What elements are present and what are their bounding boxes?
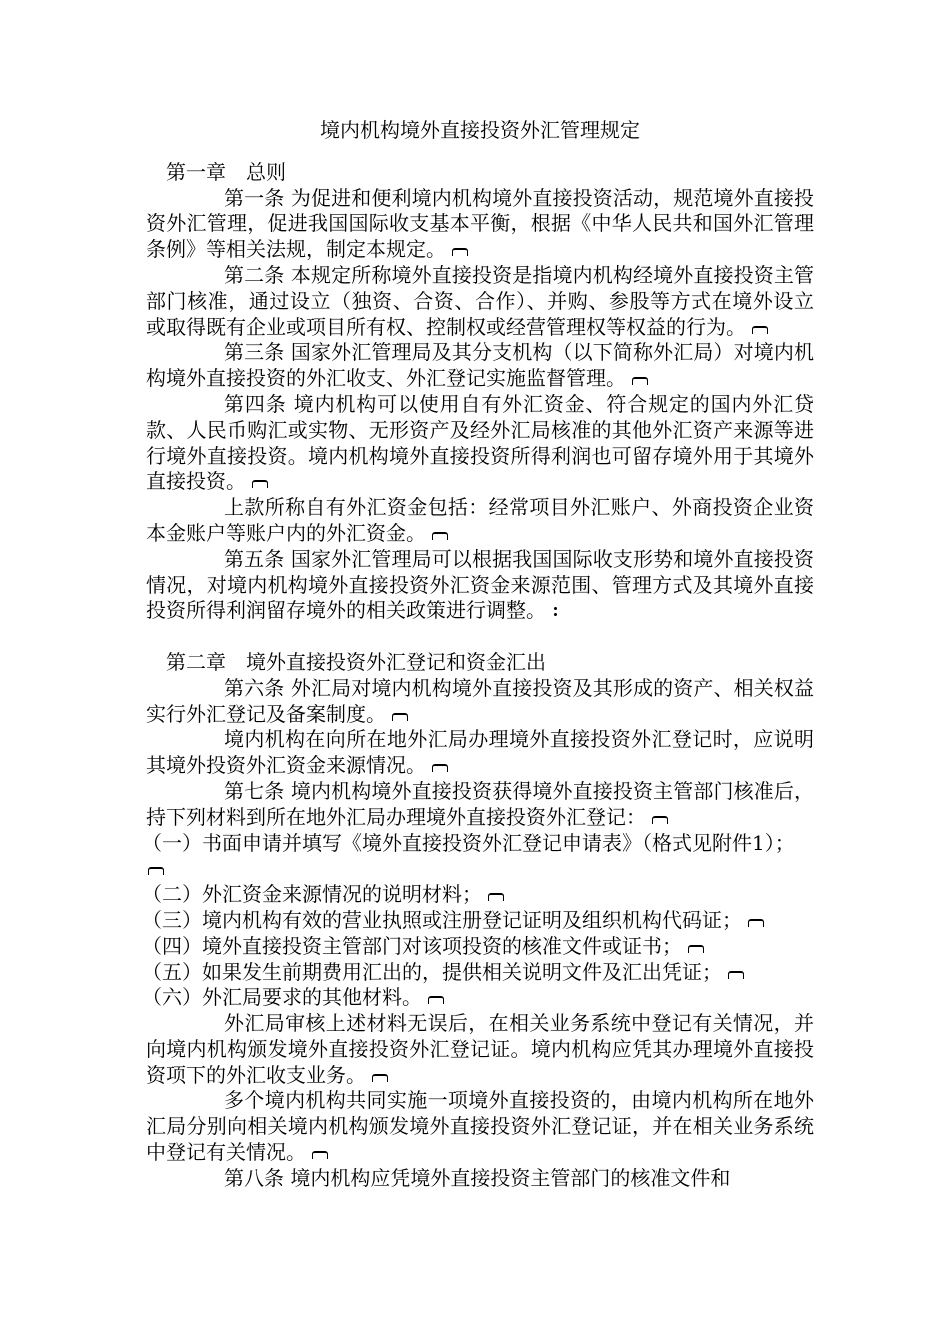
paragraph-mark-icon	[632, 377, 648, 385]
paragraph	[146, 547, 814, 624]
paragraph-text: 第六条 外汇局对境内机构境外直接投资及其形成的资产、相关权益实行外汇登记及备案制度。	[146, 675, 814, 726]
paragraph-text: 第五条 国家外汇管理局可以根据我国国际收支形势和境外直接投资情况，对境内机构境外直接投资外汇资金来源范围、管理方式及其境外直接投资所得利润留存境外的相关政策进行调整。	[146, 546, 814, 623]
list-item	[142, 882, 814, 908]
paragraph	[146, 676, 814, 728]
paragraph-mark-icon	[312, 1151, 328, 1159]
list-item-text: （六）外汇局要求的其他材料。	[142, 985, 422, 1010]
list-item	[142, 985, 814, 1011]
paragraph-text: 第七条 境内机构境外直接投资获得境外直接投资主管部门核准后，持下列材料到所在地外汇局办理境外直接投资外汇登记：	[146, 778, 814, 829]
paragraph-mark-icon	[432, 764, 448, 772]
list-item	[142, 934, 814, 960]
paragraph	[146, 340, 814, 392]
list-item-text: （四）境外直接投资主管部门对该项投资的核准文件或证书；	[142, 933, 682, 958]
paragraph-text: 第二条 本规定所称境外直接投资是指境内机构经境外直接投资主管部门核准，通过设立（独资、合资、合作）、并购、参股等方式在境外设立或取得既有企业或项目所有权、控制权或经营管理权等权益的行为。	[146, 262, 814, 339]
paragraph-text: 上款所称自有外汇资金包括：经常项目外汇账户、外商投资企业资本金账户等账户内的外汇资金。	[146, 495, 814, 545]
paragraph-text: 第一条 为促进和便利境内机构境外直接投资活动，规范境外直接投资外汇管理，促进我国国际收支基本平衡，根据《中华人民共和国外汇管理条例》等相关法规，制定本规定。	[146, 185, 814, 262]
paragraph	[146, 263, 814, 340]
list-item-text: （二）外汇资金来源情况的说明材料；	[142, 882, 482, 907]
paragraph	[146, 727, 814, 779]
list-item	[142, 908, 814, 934]
paragraph-mark-icon	[428, 996, 444, 1004]
paragraph-mark-icon	[252, 480, 268, 488]
list-item-text: （五）如果发生前期费用汇出的，提供相关说明文件及汇出凭证；	[142, 959, 722, 984]
paragraph-mark-icon	[652, 816, 668, 824]
list-item-text: （三）境内机构有效的营业执照或注册登记证明及组织机构代码证；	[142, 907, 742, 932]
document-body	[142, 118, 814, 1192]
paragraph	[146, 1088, 814, 1165]
paragraph-mark-icon	[728, 971, 744, 979]
paragraph-mark-icon	[488, 893, 504, 901]
paragraph-text: 境内机构在向所在地外汇局办理境外直接投资外汇登记时，应说明其境外投资外汇资金来源情况。	[146, 727, 814, 778]
paragraph	[146, 392, 814, 495]
paragraph-mark-icon	[688, 945, 704, 953]
list-item	[142, 831, 814, 883]
paragraph-mark-icon	[148, 867, 164, 875]
paragraph-mark-icon	[752, 326, 768, 334]
paragraph	[146, 1011, 814, 1088]
paragraph	[146, 779, 814, 831]
line-break-icon	[554, 604, 558, 619]
paragraph	[146, 186, 814, 263]
paragraph-mark-icon	[452, 248, 468, 256]
paragraph-text: 外汇局审核上述材料无误后，在相关业务系统中登记有关情况，并向境内机构颁发境外直接投资外汇登记证。境内机构应凭其办理境外直接投资项下的外汇收支业务。	[146, 1011, 814, 1087]
paragraph	[146, 1166, 814, 1192]
blank-line	[146, 624, 814, 650]
paragraph-text: 多个境内机构共同实施一项境外直接投资的，由境内机构所在地外汇局分别向相关境内机构颁发境外直接投资外汇登记证，并在相关业务系统中登记有关情况。	[146, 1088, 814, 1165]
paragraph-mark-icon	[432, 532, 448, 540]
paragraph-mark-icon	[748, 919, 764, 927]
paragraph	[146, 495, 814, 547]
paragraph-mark-icon	[372, 1074, 388, 1082]
paragraph-text: 第三条 国家外汇管理局及其分支机构（以下简称外汇局）对境内机构境外直接投资的外汇收支、外汇登记实施监督管理。	[146, 340, 814, 391]
list-item-text: （一）书面申请并填写《境外直接投资外汇登记申请表》（格式见附件1）；	[142, 830, 795, 855]
chapter-heading: 第一章 总则	[166, 159, 286, 184]
list-item	[142, 960, 814, 986]
chapter-heading: 第二章 境外直接投资外汇登记和资金汇出	[166, 649, 546, 674]
paragraph-text: 第四条 境内机构可以使用自有外汇资金、符合规定的国内外汇贷款、人民币购汇或实物、无形资产及经外汇局核准的其他外汇资产来源等进行境外直接投资。境内机构境外直接投资所得利润也可留存境外用于其境外直接投资。	[146, 391, 814, 494]
paragraph-mark-icon	[392, 713, 408, 721]
paragraph-text: 第八条 境内机构应凭境外直接投资主管部门的核准文件和	[224, 1165, 731, 1190]
page-title: 境内机构境外直接投资外汇管理规定	[320, 118, 640, 142]
